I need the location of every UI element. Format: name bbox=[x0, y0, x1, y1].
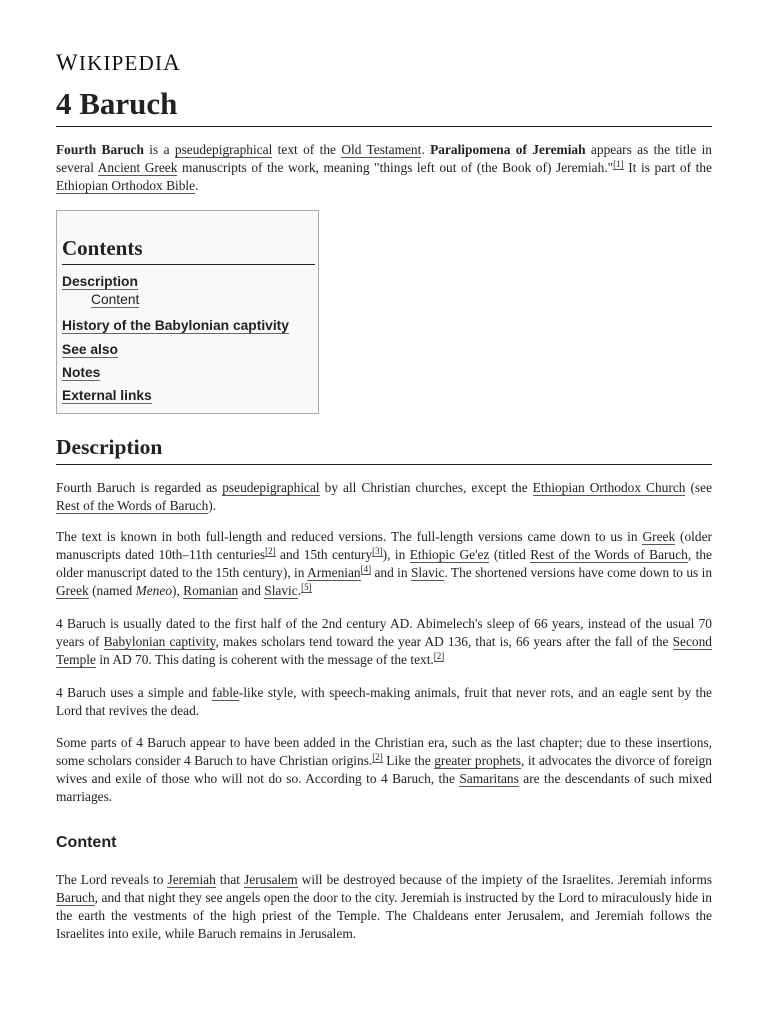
reference-2c[interactable]: [2] bbox=[372, 751, 383, 762]
link-jerusalem[interactable]: Jerusalem bbox=[244, 872, 298, 887]
heading-description: Description bbox=[56, 434, 712, 465]
link-old-testament[interactable]: Old Testament bbox=[341, 142, 422, 157]
wordmark-middle: IKIPEDI bbox=[78, 51, 164, 75]
description-paragraph-3: 4 Baruch is usually dated to the first half of the 2nd century AD. Abimelech's sleep of 66 years, instead of the usual 70 years of Babylonian captivity, makes scholars tend toward the year AD 136, that is, 66 years after the fall of the Second Temple in AD 70. This dating is coherent with the message of the text.[2] bbox=[56, 616, 712, 667]
link-greater-prophets[interactable]: greater prophets bbox=[434, 753, 522, 768]
link-rest-of-words-of-baruch[interactable]: Rest of the Words of Baruch bbox=[56, 498, 209, 513]
reference-2b[interactable]: [2] bbox=[433, 650, 445, 661]
link-armenian[interactable]: Armenian bbox=[307, 565, 361, 580]
toc-item-content[interactable]: Content bbox=[91, 292, 140, 307]
description-p5-block bbox=[56, 734, 712, 806]
table-of-contents bbox=[56, 210, 319, 414]
link-jeremiah[interactable]: Jeremiah bbox=[167, 872, 216, 887]
link-ethiopian-orthodox-church[interactable]: Ethiopian Orthodox Church bbox=[532, 480, 686, 495]
toc-item-history[interactable]: History of the Babylonian captivity bbox=[62, 318, 289, 333]
toc-title: Contents bbox=[62, 235, 315, 265]
description-p1-block bbox=[56, 479, 712, 515]
intro-bold-title: Fourth Baruch bbox=[56, 142, 144, 157]
toc-item-notes[interactable]: Notes bbox=[62, 365, 101, 380]
content-p1-block bbox=[56, 871, 712, 943]
link-greek-2[interactable]: Greek bbox=[56, 583, 89, 598]
link-slavic-2[interactable]: Slavic bbox=[264, 583, 298, 598]
description-paragraph-2: The text is known in both full-length and reduced versions. The full-length versions came down to us in Greek (older manuscripts dated 10th–11th centuries[2] and 15th century[3]), in Ethiopic Ge'ez (titled Rest of the Words of Baruch, the older manuscript dated to the 15th century), in Armenian[4] and in Slavic. The shortened versions have come down to us in Greek (named Meneo), Romanian and Slavic.[5] bbox=[56, 529, 713, 598]
toc-item-see-also[interactable]: See also bbox=[62, 342, 118, 357]
reference-3[interactable]: [3] bbox=[372, 545, 383, 556]
description-paragraph-4: 4 Baruch uses a simple and fable-like style, with speech-making animals, fruit that never rots, and an eagle sent by the Lord that revives the dead. bbox=[56, 685, 712, 718]
link-ethiopic-geez[interactable]: Ethiopic Ge'ez bbox=[409, 547, 490, 562]
intro-section bbox=[56, 141, 712, 195]
description-paragraph-1: Fourth Baruch is regarded as pseudepigraphical by all Christian churches, except the Ethiopian Orthodox Church (see Rest of the Words of Baruch). bbox=[56, 480, 713, 513]
description-p3-block bbox=[56, 615, 712, 669]
link-ethiopian-orthodox-bible[interactable]: Ethiopian Orthodox Bible bbox=[56, 178, 196, 193]
toc-item-external-links[interactable]: External links bbox=[62, 388, 152, 403]
link-second-temple[interactable]: Second Temple bbox=[56, 634, 712, 667]
link-babylonian-captivity[interactable]: Babylonian captivity bbox=[103, 634, 216, 649]
link-slavic[interactable]: Slavic bbox=[410, 565, 445, 580]
link-pseudepigraphical[interactable]: pseudepigraphical bbox=[174, 142, 273, 157]
reference-2[interactable]: [2] bbox=[265, 545, 276, 556]
link-greek[interactable]: Greek bbox=[642, 529, 676, 544]
link-pseudepigraphical-2[interactable]: pseudepigraphical bbox=[222, 480, 320, 495]
link-rest-of-words-of-baruch-2[interactable]: Rest of the Words of Baruch bbox=[530, 547, 688, 562]
link-samaritans[interactable]: Samaritans bbox=[459, 771, 519, 786]
wikipedia-wordmark[interactable] bbox=[56, 50, 181, 76]
reference-5[interactable]: [5] bbox=[301, 581, 312, 592]
italic-meneo: Meneo bbox=[135, 583, 173, 598]
link-ancient-greek[interactable]: Ancient Greek bbox=[97, 160, 178, 175]
toc-item-description[interactable]: Description bbox=[62, 274, 138, 289]
link-baruch[interactable]: Baruch bbox=[56, 890, 95, 905]
content-paragraph-1: The Lord reveals to Jeremiah that Jerusalem will be destroyed because of the impiety of the Israelites. Jeremiah informs Baruch, and that night they see angels open the door to the city. Jeremiah is instructed by the Lord to miraculously hide in the earth the vestments of the high priest of the Temple. The Chaldeans enter Jerusalem, and Jeremiah follows the Israelites into exile, while Baruch remains in Jerusalem. bbox=[56, 872, 712, 941]
description-paragraph-5: Some parts of 4 Baruch appear to have been added in the Christian era, such as the last chapter; due to these insertions, some scholars consider 4 Baruch to have Christian origins.[2] Like the greater prophets, it advocates the divorce of foreign wives and exile of those who will not do so. According to 4 Baruch, the Samaritans are the descendants of such mixed marriages. bbox=[56, 735, 712, 804]
reference-4[interactable]: [4] bbox=[360, 563, 372, 574]
intro-paragraph: Fourth Baruch is a pseudepigraphical text of the Old Testament. Paralipomena of Jeremiah appears as the title in several Ancient Greek manuscripts of the work, meaning "things left out of (the Book of) Jeremiah."[1] It is part of the Ethiopian Orthodox Bible. bbox=[56, 142, 712, 193]
page-title: 4 Baruch bbox=[56, 85, 712, 127]
link-romanian[interactable]: Romanian bbox=[183, 583, 239, 598]
wordmark-initial: W bbox=[56, 50, 79, 75]
description-p4-block bbox=[56, 684, 712, 720]
intro-bold-alt-title: Paralipomena of Jeremiah bbox=[430, 142, 586, 157]
link-fable[interactable]: fable bbox=[212, 685, 239, 700]
wordmark-final: A bbox=[163, 50, 181, 75]
heading-content: Content bbox=[56, 834, 117, 851]
description-p2-block bbox=[56, 528, 712, 600]
reference-1[interactable]: [1] bbox=[613, 158, 624, 169]
